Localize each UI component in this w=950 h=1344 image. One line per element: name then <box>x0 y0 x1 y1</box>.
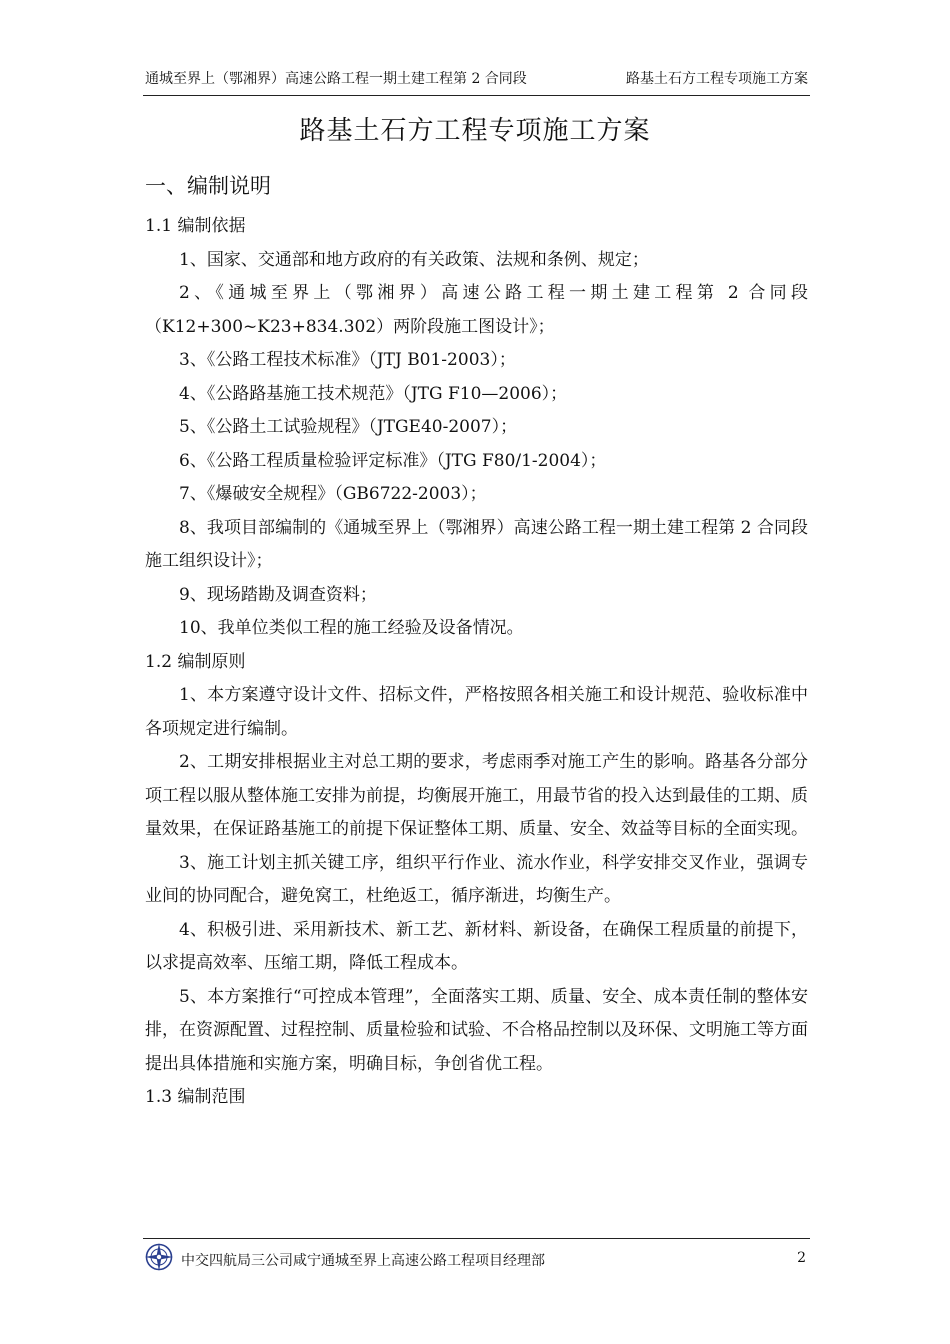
header-rule <box>143 95 810 96</box>
basis-item: 6、《公路工程质量检验评定标准》（JTG F80/1-2004）； <box>179 450 607 471</box>
subsection-heading-1-1: 1.1 编制依据 <box>145 216 246 236</box>
principle-item: 3、施工计划主抓关键工序，组织平行作业、流水作业，科学安排交叉作业，强调专业间的协同配合，避免窝工，杜绝返工，循序渐进，均衡生产。 <box>145 852 808 906</box>
principle-item: 4、积极引进、采用新技术、新工艺、新材料、新设备，在确保工程质量的前提下，以求提高效率、压缩工期，降低工程成本。 <box>145 919 808 973</box>
principle-item: 5、本方案推行“可控成本管理”，全面落实工期、质量、安全、成本责任制的整体安排，在资源配置、过程控制、质量检验和试验、不合格品控制以及环保、文明施工等方面提出具体措施和实施方案，明确目标，争创省优工程。 <box>145 986 808 1074</box>
page-number: 2 <box>797 1250 806 1266</box>
principle-item: 2、工期安排根据业主对总工期的要求，考虑雨季对施工产生的影响。路基各分部分项工程以服从整体施工安排为前提，均衡展开施工，用最节省的投入达到最佳的工期、质量效果，在保证路基施工的前提下保证整体工期、质量、安全、效益等目标的全面实现。 <box>145 752 808 839</box>
basis-item: 5、《公路土工试验规程》（JTGE40-2007）； <box>179 417 518 437</box>
basis-item: 2、《通城至界上（鄂湘界）高速公路工程一期土建工程第 2 合同段（K12+300~K23+834.302）两阶段施工图设计》； <box>145 283 808 337</box>
basis-item: 4、《公路路基施工技术规范》（JTG F10—2006）； <box>179 383 568 404</box>
basis-item: 10、我单位类似工程的施工经验及设备情况。 <box>179 618 524 638</box>
basis-item: 1、国家、交通部和地方政府的有关政策、法规和条例、规定； <box>179 249 649 270</box>
page-footer <box>143 1242 810 1276</box>
document-body <box>145 210 808 1115</box>
basis-item: 9、现场踏勘及调查资料； <box>179 584 377 605</box>
header-right-text: 路基土石方工程专项施工方案 <box>626 71 808 87</box>
section-heading-1: 一、编制说明 <box>145 174 271 198</box>
basis-item: 3、《公路工程技术标准》（JTJ B01-2003）； <box>179 350 516 370</box>
company-logo-icon <box>144 1242 174 1272</box>
document-title: 路基土石方工程专项施工方案 <box>299 116 651 146</box>
subsection-heading-1-2: 1.2 编制原则 <box>145 651 246 672</box>
subsection-heading-1-3: 1.3 编制范围 <box>145 1087 246 1107</box>
footer-rule <box>143 1238 810 1239</box>
principle-item: 1、本方案遵守设计文件、招标文件，严格按照各相关施工和设计规范、验收标准中各项规定进行编制。 <box>145 685 808 739</box>
basis-item: 7、《爆破安全规程》（GB6722-2003）； <box>179 484 487 504</box>
footer-text: 中交四航局三公司咸宁通城至界上高速公路工程项目经理部 <box>181 1253 545 1269</box>
header-left-text: 通城至界上（鄂湘界）高速公路工程一期土建工程第 2 合同段 <box>145 71 527 87</box>
basis-item: 8、我项目部编制的《通城至界上（鄂湘界）高速公路工程一期土建工程第 2 合同段施工组织设计》； <box>145 517 808 571</box>
